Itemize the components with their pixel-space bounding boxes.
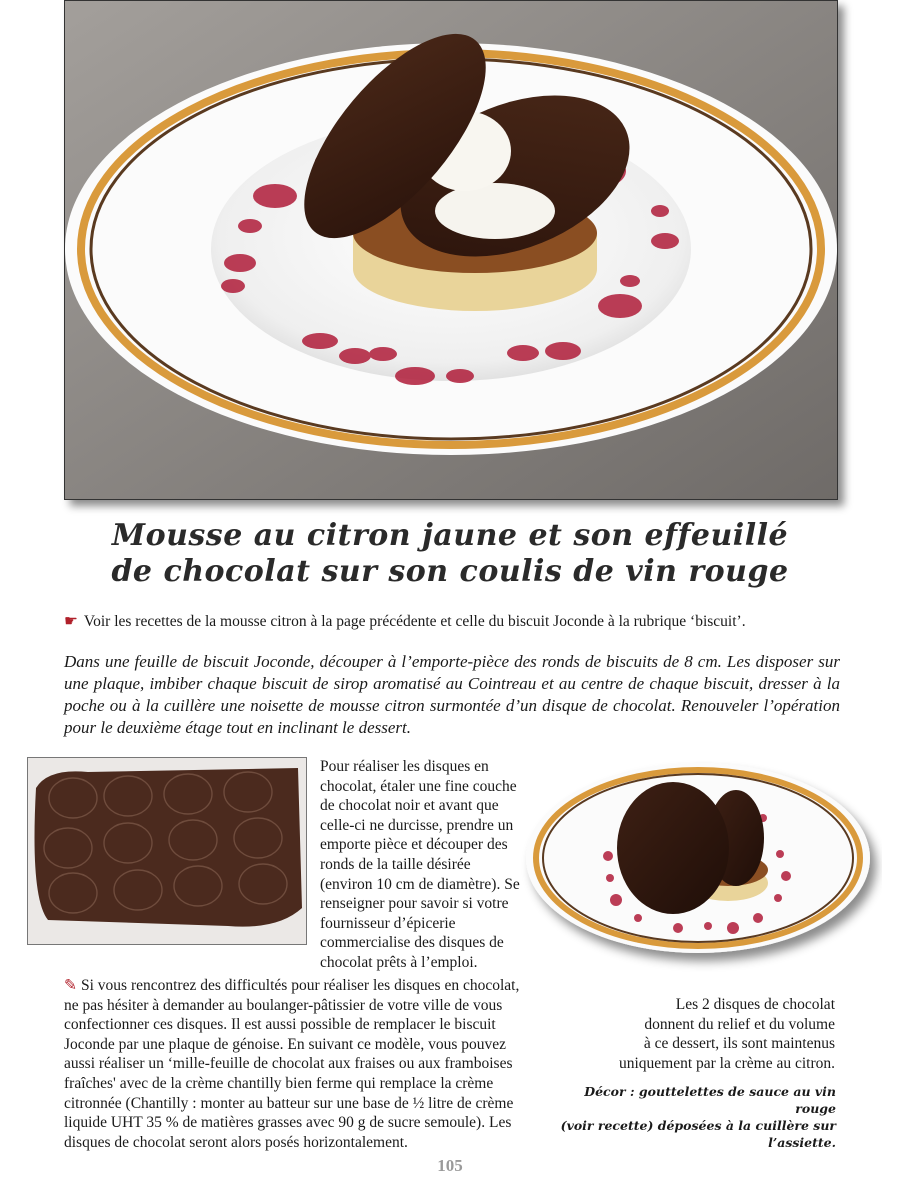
decor-caption — [560, 1083, 836, 1151]
caption-line-3: à ce dessert, ils sont maintenus — [643, 1035, 835, 1053]
chocolate-sheet-illustration — [28, 758, 306, 944]
recipe-title — [0, 518, 900, 590]
caption-line-2: donnent du relief et du volume — [644, 1015, 835, 1033]
recipe-reference-text: Voir les recettes de la mousse citron à la page précédente et celle du biscuit Joconde à la rubrique ‘biscuit’. — [83, 613, 746, 630]
pointing-hand-icon: ☛ — [64, 613, 78, 630]
caption-line-4: uniquement par la crème au citron. — [618, 1054, 835, 1072]
dessert-side-illustration — [518, 758, 882, 976]
pencil-icon: ✎ — [64, 977, 77, 994]
photo-caption — [580, 995, 835, 1073]
plated-dessert-illustration — [65, 1, 837, 499]
chocolate-sheet-photo — [27, 757, 307, 945]
decor-line-2: (voir recette) déposées à la cuillère sur l’assiette. — [560, 1118, 836, 1150]
dessert-side-photo — [518, 758, 882, 976]
tip-text: Si vous rencontrez des difficultés pour réaliser les disques en chocolat, ne pas hésiter à demander au boulanger-pâtissier de votre ville de vous confectionner ces disques. Il est aussi possible de remplacer le biscuit Joconde par une plaque de génoise. En suivant ce modèle, vous pouvez aussi réaliser un ‘mille-feuille de chocolat aux fraises ou aux framboises fraîches' avec de la crème chantilly bien ferme qui remplace la crème citronnée (Chantilly : monter au batteur sur une base de ½ litre de crème liquide UHT 35 % de matières grasses avec 90 g de sucre semoule). Les disques de chocolat seront alors posés horizontalement. — [64, 977, 520, 1151]
caption-line-1: Les 2 disques de chocolat — [675, 996, 835, 1013]
hero-dessert-photo — [64, 0, 838, 500]
recipe-reference-note — [64, 612, 844, 632]
decor-line-1: Décor : gouttelettes de sauce au vin rouge — [584, 1084, 836, 1116]
preparation-paragraph: Dans une feuille de biscuit Joconde, découper à l’emporte-pièce des ronds de biscuits de 8 cm. Les disposer sur une plaque, imbiber chaque biscuit de sirop aromatisé au Cointreau et au centre de chaque biscuit, dresser à la poche ou à la cuillère une noisette de mousse citron surmontée d’un disque de chocolat. Renouveler l’opération pour le deuxième étage tout en inclinant le dessert. — [64, 652, 840, 737]
tip-paragraph — [64, 976, 534, 1152]
page-number: 105 — [437, 1156, 463, 1175]
recipe-title-line-2: de chocolat sur son coulis de vin rouge — [111, 554, 789, 589]
chocolate-discs-instructions: Pour réaliser les disques en chocolat, étaler une fine couche de chocolat noir et avant que celle-ci ne durcisse, prendre un emporte pièce et découper des ronds de la taille désirée (environ 10 cm de diamètre). Se renseigner pour savoir si votre fournisseur d’épicerie commercialise des disques de chocolat prêts à l’emploi. — [320, 758, 520, 971]
recipe-title-line-1: Mousse au citron jaune et son effeuillé — [111, 518, 789, 553]
